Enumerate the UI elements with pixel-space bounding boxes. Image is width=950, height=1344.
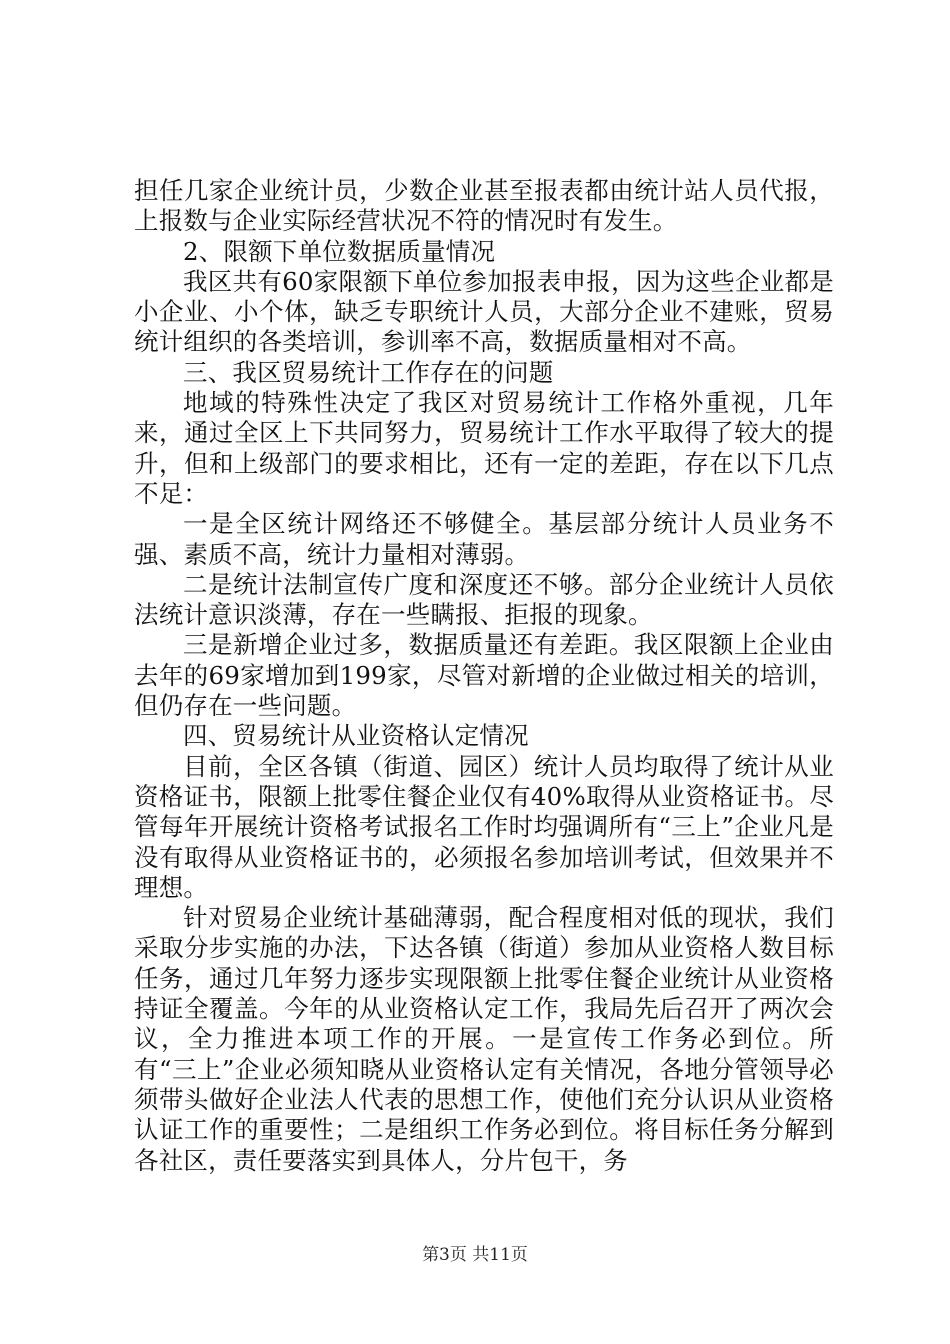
paragraph-problem-three: 三是新增企业过多，数据质量还有差距。我区限额上企业由去年的69家增加到199家，尽管对新增的企业做过相关的培训，但仍存在一些问题。 [134,630,834,721]
paragraph-problems-intro: 地域的特殊性决定了我区对贸易统计工作格外重视，几年来，通过全区上下共同努力，贸易统计工作水平取得了较大的提升，但和上级部门的要求相比，还有一定的差距，存在以下几点不足： [134,388,834,508]
paragraph-continuation: 担任几家企业统计员，少数企业甚至报表都由统计站人员代报，上报数与企业实际经营状况不符的情况时有发生。 [134,176,834,236]
paragraph-problem-two: 二是统计法制宣传广度和深度还不够。部分企业统计人员依法统计意识淡薄，存在一些瞒报、拒报的现象。 [134,569,834,630]
subheading-limit-below-units: 2、限额下单位数据质量情况 [183,236,496,266]
paragraph-problem-one: 一是全区统计网络还不够健全。基层部分统计人员业务不强、素质不高，统计力量相对薄弱。 [134,509,834,569]
document-body [134,176,834,1176]
paragraph-qualification-measures: 针对贸易企业统计基础薄弱，配合程度相对低的现状，我们采取分步实施的办法，下达各镇（街道）参加从业资格人数目标任务，通过几年努力逐步实现限额上批零住餐企业统计从业资格持证全覆盖。今年的从业资格认定工作，我局先后召开了两次会议，全力推进本项工作的开展。一是宣传工作务必到位。所有“三上”企业必须知晓从业资格认定有关情况，各地分管领导必须带头做好企业法人代表的思想工作，使他们充分认识从业资格认证工作的重要性；二是组织工作务必到位。将目标任务分解到各社区，责任要落实到具体人，分片包干，务 [134,903,834,1175]
section-heading-problems: 三、我区贸易统计工作存在的问题 [183,357,554,387]
paragraph-below-limit-units: 我区共有60家限额下单位参加报表申报，因为这些企业都是小企业、小个体，缺乏专职统计人员，大部分企业不建账，贸易统计组织的各类培训，参训率不高，数据质量相对不高。 [134,266,834,357]
paragraph-qualification-status: 目前，全区各镇（街道、园区）统计人员均取得了统计从业资格证书，限额上批零住餐企业仅有40%取得从业资格证书。尽管每年开展统计资格考试报名工作时均强调所有“三上”企业凡是没有取得从业资格证书的，必须报名参加培训考试，但效果并不理想。 [134,751,834,902]
section-heading-qualification: 四、贸易统计从业资格认定情况 [183,721,529,751]
page-footer: 第3页 共11页 [422,1245,528,1265]
